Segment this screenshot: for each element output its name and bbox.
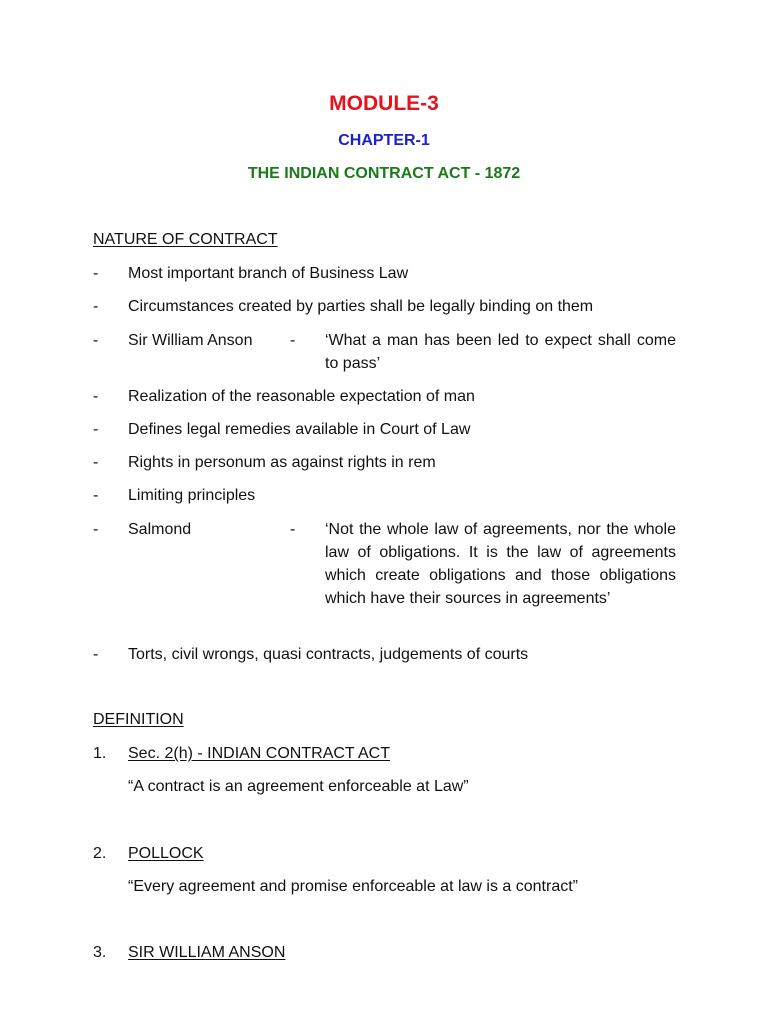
bullet-dash: -	[93, 521, 99, 538]
bullet-item: Defines legal remedies available in Court of Law	[128, 421, 471, 438]
bullet-item: Limiting principles	[128, 487, 256, 504]
definition-number: 3.	[93, 944, 107, 961]
bullet-dash: -	[93, 332, 99, 349]
act-title: THE INDIAN CONTRACT ACT - 1872	[247, 165, 521, 182]
definition-title: Sec. 2(h) - INDIAN CONTRACT ACT	[128, 745, 390, 762]
inner-dash: -	[290, 521, 296, 538]
definition-title: POLLOCK	[128, 845, 204, 862]
definition-title: SIR WILLIAM ANSON	[128, 944, 286, 961]
section-heading-definition: DEFINITION	[93, 711, 184, 728]
definition-number: 2.	[93, 845, 107, 862]
bullet-dash: -	[93, 487, 99, 504]
definition-text: “A contract is an agreement enforceable at Law”	[128, 778, 469, 795]
anson-quote: ‘What a man has been led to expect shall come to pass’	[325, 332, 676, 372]
module-title: MODULE-3	[329, 92, 439, 115]
definition-text: “Every agreement and promise enforceable at law is a contract”	[128, 878, 578, 895]
bullet-item: Circumstances created by parties shall be legally binding on them	[128, 298, 594, 315]
bullet-item: Realization of the reasonable expectation of man	[128, 388, 475, 405]
bullet-item: Torts, civil wrongs, quasi contracts, judgements of courts	[128, 646, 529, 663]
anson-author: Sir William Anson	[128, 332, 253, 349]
bullet-dash: -	[93, 298, 99, 315]
bullet-dash: -	[93, 454, 99, 471]
inner-dash: -	[290, 332, 296, 349]
bullet-dash: -	[93, 388, 99, 405]
chapter-title: CHAPTER-1	[338, 132, 430, 149]
bullet-dash: -	[93, 646, 99, 663]
salmond-quote: ‘Not the whole law of agreements, nor the whole law of obligations. It is the law of agreements which create obligations and those obligations which have their sources in agreements’	[325, 521, 676, 607]
section-heading-nature: NATURE OF CONTRACT	[93, 231, 278, 248]
bullet-item: Most important branch of Business Law	[128, 265, 409, 282]
definition-number: 1.	[93, 745, 107, 762]
bullet-dash: -	[93, 421, 99, 438]
bullet-dash: -	[93, 265, 99, 282]
bullet-item: Rights in personum as against rights in rem	[128, 454, 436, 471]
salmond-author: Salmond	[128, 521, 192, 538]
